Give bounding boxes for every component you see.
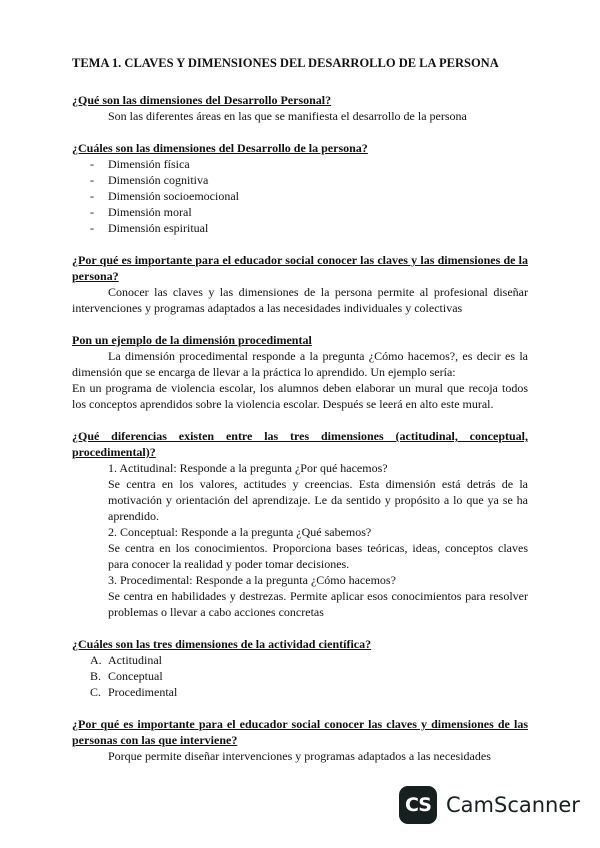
section-dimensions-definition [72,92,528,124]
section-differences [72,428,528,620]
dimension-description: Se centra en los valores, actitudes y creencias. Esta dimensión está detrás de la motivación y orientación del aprendizaje. Le da sentido y propósito a lo que ya se ha aprendido. [108,477,528,523]
list-item: - Dimensión socioemocional [90,188,528,204]
section-scientific-activity [72,636,528,700]
question-heading: ¿Cuáles son las tres dimensiones de la actividad científica? [72,637,372,651]
dimension-item: 1. Actitudinal: Responde a la pregunta ¿Por qué hacemos? [108,461,388,475]
section-dimensions-list [72,140,528,236]
camscanner-watermark [399,786,580,824]
activity-list [72,652,528,700]
section-procedural-example [72,332,528,412]
answer-text: Son las diferentes áreas en las que se manifiesta el desarrollo de la persona [108,109,467,123]
answer-text: Porque permite diseñar intervenciones y programas adaptados a las necesidades [108,749,491,763]
document-page [72,55,528,764]
list-item: - Dimensión moral [90,204,528,220]
section-importance [72,252,528,316]
list-item: A. Actitudinal [90,653,162,667]
dimension-description: Se centra en habilidades y destrezas. Permite aplicar esos conocimientos para resolver problemas o llevar a cabo acciones concretas [108,589,528,619]
camscanner-wordmark: CamScanner [446,793,580,817]
document-title: TEMA 1. CLAVES Y DIMENSIONES DEL DESARROLLO DE LA PERSONA [72,56,499,70]
question-heading: ¿Qué diferencias existen entre las tres dimensiones (actitudinal, conceptual, procedimental)? [72,429,528,459]
camscanner-logo-icon: CS [399,786,437,824]
answer-text: Conocer las claves y las dimensiones de la persona permite al profesional diseñar intervenciones y programas adaptados a las necesidades individuales y colectivas [72,285,528,315]
list-item: B. Conceptual [90,669,163,683]
list-item: - Dimensión física [90,156,528,172]
answer-text: La dimensión procedimental responde a la pregunta ¿Cómo hacemos?, es decir es la dimensión que se encarga de llevar a la práctica lo aprendido. Un ejemplo sería: [72,349,528,379]
dimension-item: 3. Procedimental: Responde a la pregunta ¿Cómo hacemos? [108,573,396,587]
dimension-item: 2. Conceptual: Responde a la pregunta ¿Qué sabemos? [108,525,372,539]
answer-text: En un programa de violencia escolar, los alumnos deben elaborar un mural que recoja todos los conceptos aprendidos sobre la violencia escolar. Después se leerá en alto este mural. [72,381,528,411]
question-heading: ¿Cuáles son las dimensiones del Desarrollo de la persona? [72,141,368,155]
question-heading: ¿Por qué es importante para el educador social conocer las claves y dimensiones de las personas con las que interviene? [72,717,528,747]
dimension-description: Se centra en los conocimientos. Proporciona bases teóricas, ideas, conceptos claves para conocer la realidad y poder tomar decisiones. [108,541,528,571]
question-heading: Pon un ejemplo de la dimensión procedimental [72,333,312,347]
list-item: - Dimensión espiritual [90,220,528,236]
question-heading: ¿Qué son las dimensiones del Desarrollo Personal? [72,93,332,107]
list-item: C. Procedimental [90,685,178,699]
question-heading: ¿Por qué es importante para el educador social conocer las claves y las dimensiones de la persona? [72,253,528,283]
dimensions-list [72,156,528,236]
section-importance-intervention [72,716,528,764]
list-item: - Dimensión cognitiva [90,172,528,188]
